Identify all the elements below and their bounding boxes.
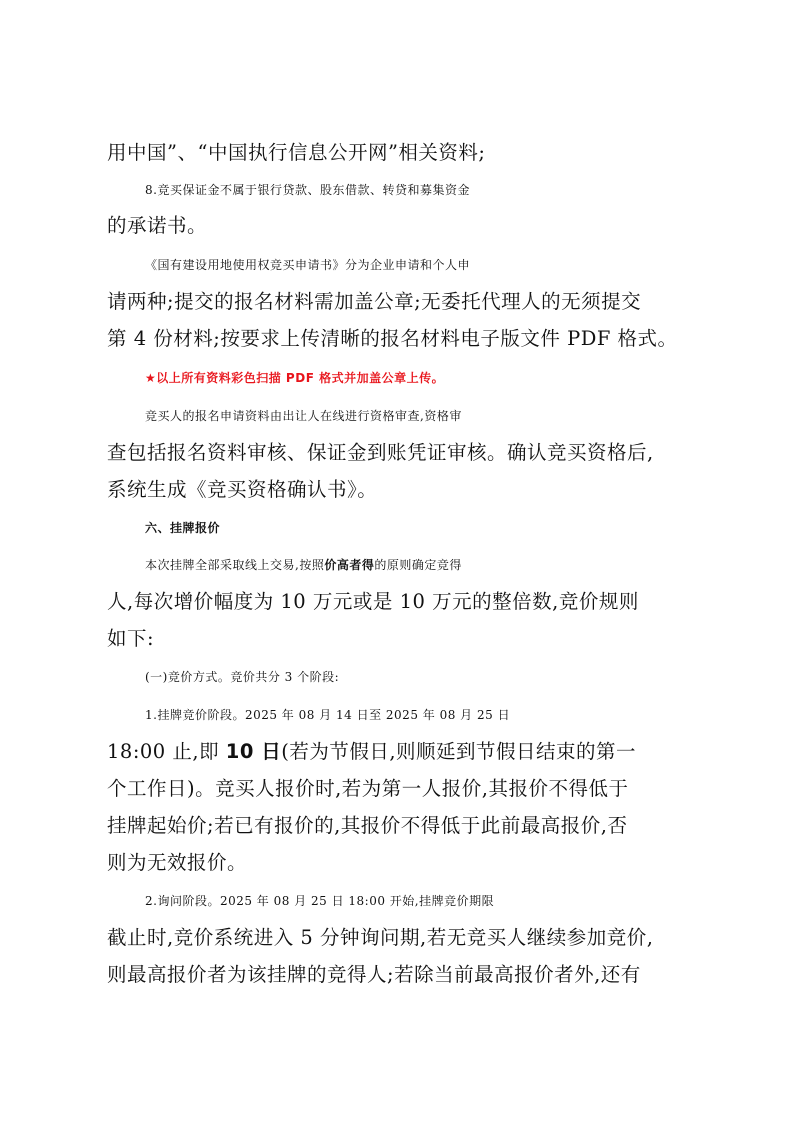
text-run: (若为节假日,则顺延到节假日结束的第一 <box>281 740 637 763</box>
paragraph-line: 用中国”、“中国执行信息公开网”相关资料; <box>107 141 486 164</box>
bold-emphasis: 价高者得 <box>324 558 375 572</box>
paragraph-line: 《国有建设用地使用权竞买申请书》分为企业申请和个人申 <box>145 258 471 272</box>
paragraph-line: 则为无效报价。 <box>107 851 248 874</box>
paragraph-line: 挂牌起始价;若已有报价的,其报价不得低于此前最高报价,否 <box>107 814 628 837</box>
paragraph-line <box>107 740 687 764</box>
paragraph-line: 第 4 份材料;按要求上传清晰的报名材料电子版文件 PDF 格式。 <box>107 327 678 350</box>
paragraph-line: 的承诺书。 <box>107 214 208 237</box>
paragraph-line: 查包括报名资料审核、保证金到账凭证审核。确认竞买资格后, <box>107 441 654 464</box>
paragraph-line <box>145 553 725 577</box>
paragraph-line: 2.询问阶段。2025 年 08 月 25 日 18:00 开始,挂牌竞价期限 <box>145 894 495 908</box>
text-run: 的原则确定竞得 <box>374 558 462 572</box>
paragraph-line: 人,每次增价幅度为 10 万元或是 10 万元的整倍数,竞价规则 <box>107 590 639 613</box>
paragraph-line: 截止时,竞价系统进入 5 分钟询问期,若无竞买人继续参加竞价, <box>107 926 654 949</box>
paragraph-line: 系统生成《竞买资格确认书》。 <box>107 478 378 501</box>
bold-emphasis: 10 日 <box>225 740 282 763</box>
highlight-notice: ★以上所有资料彩色扫描 PDF 格式并加盖公章上传。 <box>145 371 445 385</box>
paragraph-line: 请两种;提交的报名材料需加盖公章;无委托代理人的无须提交 <box>107 290 642 313</box>
paragraph-line: 8.竞买保证金不属于银行贷款、股东借款、转贷和募集资金 <box>145 183 470 197</box>
section-heading: 六、挂牌报价 <box>145 521 221 535</box>
paragraph-line: 1.挂牌竞价阶段。2025 年 08 月 14 日至 2025 年 08 月 25 日 <box>145 708 511 722</box>
text-run: 本次挂牌全部采取线上交易,按照 <box>145 558 325 572</box>
paragraph-line: 个工作日)。竞买人报价时,若为第一人报价,其报价不得低于 <box>107 777 629 800</box>
text-run: 18:00 止,即 <box>107 740 226 763</box>
paragraph-line: 竞买人的报名申请资料由出让人在线进行资格审查,资格审 <box>145 409 462 423</box>
paragraph-line: (一)竞价方式。竞价共分 3 个阶段: <box>145 670 340 684</box>
paragraph-line: 则最高报价者为该挂牌的竞得人;若除当前最高报价者外,还有 <box>107 963 641 986</box>
paragraph-line: 如下: <box>107 627 155 650</box>
